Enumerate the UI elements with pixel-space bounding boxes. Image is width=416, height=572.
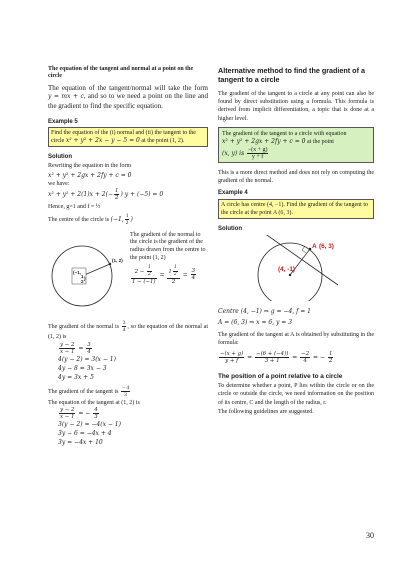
centre-label-den: 2 (81, 278, 84, 284)
tangent-step-3: 3y − 6 = −4x + 4 (58, 430, 112, 438)
alternative-method-paragraph: The gradient of the tangent to a circle at any point can also be found by direct substitution using a formula. This formula is derived from implicit differentiation, a topic that is done at a higher level. (218, 91, 374, 122)
example-4-box: A circle has centre (4, −1). Find the gradient of the tangent to the circle at the point A (6, 3). (218, 199, 374, 219)
section-heading-alternative-method: Alternative method to find the gradient of a tangent to a circle (218, 66, 365, 84)
centre-point (289, 274, 291, 276)
substitution-paragraph: The gradient of the tangent at A is obtained by substituting in the formula: (218, 331, 374, 347)
expanded-equation: x² + y² + 2(1)x + 2(− $\frac{1}{2}$ ) y + (−5) = 0 (48, 188, 164, 202)
tangent-equation-steps (48, 407, 208, 447)
centre-text: The centre of the circle is (−1, $\frac{1}{2}$ ) (48, 212, 133, 226)
tangent-step-4: 3y = −4x + 10 (58, 439, 103, 447)
solution-title-example-4: Solution (218, 225, 242, 232)
point-a-label: (6, 3) (319, 242, 334, 250)
normal-step-1: $\frac{y - 2}{x - 1}$ = $\frac{3}{4}$ (60, 341, 91, 355)
centre-values: Centre (4, −1) ⇒ g = −4, f = 1 (218, 307, 311, 315)
normal-step-4: 4y = 3x + 5 (58, 373, 94, 381)
normal-step-2: 4(y − 2) = 3(x − 1) (58, 355, 116, 363)
circle-figure-example-4 (218, 235, 374, 301)
circle-tangent-diagram (218, 235, 374, 301)
solution-title: Solution (48, 153, 72, 160)
example-5-box: Find the equation of the (i) normal and (ii) the tangent to the circle x² + y² + 2x − y − 5 = 0 at the point (1, 2). (48, 127, 208, 147)
we-have-text: we have: (48, 181, 70, 188)
right-column (218, 66, 374, 420)
tangent-step-2: 3(y − 2) = −4(x − 1) (58, 421, 121, 429)
general-form-equation: x² + y² + 2gx + 2fy + c = 0 (48, 172, 132, 180)
circle-diagram (48, 232, 130, 314)
point-a-letter: A (312, 242, 317, 250)
point-1-2 (109, 262, 111, 264)
centre-label-a: (−1, (73, 269, 82, 275)
position-paragraph: To determine whether a point, P lies within the circle or on the circle or outside the circle, we need information on the position of its centre, C and the length of the radius, r. (218, 383, 374, 406)
page-number: 30 (366, 531, 374, 540)
point-a (309, 248, 312, 251)
normal-step-3: 4y − 8 = 3x − 3 (58, 364, 107, 372)
left-column (48, 66, 208, 447)
example-4-title: Example 4 (218, 190, 248, 197)
gradient-explanation: The gradient of the normal to the circle is the gradient of the radius drawn from the centre to the point (1, 2) 2 − $\frac{1}{2}$ 1 − (−1) = 1 $\frac{1}{2}$ 2 = $\frac{3}{4}$ (130, 232, 208, 285)
fraction-half: $\frac{1}{2}$ (115, 188, 119, 202)
formula-fraction: $\frac{-(x + g)}{y + f}$ (247, 147, 268, 160)
tangent-gradient-text: The gradient of the tangent is $\frac{- 4}{3}$ (48, 384, 130, 398)
tangent-equation-text: The equation of the tangent at (1, 2) is (48, 399, 140, 406)
point-values: A = (6, 3) ⇒ x = 6, y = 3 (218, 318, 293, 326)
example-5-title: Example 5 (48, 118, 78, 125)
direct-method-paragraph: This is a more direct method and does not rely on computing the gradient of the normal. (218, 170, 374, 185)
tangent-gradient-formula-box: The gradient of the tangent to a circle with equation x² + y² + 2gx + 2fy + c = 0 at the point (x, y) is $\frac{-(x + g)}{y + f}$ (218, 127, 374, 163)
section-heading-tangent-normal: The equation of the tangent and normal at a point on the circle (48, 66, 194, 80)
gradient-calculation: 2 − $\frac{1}{2}$ 1 − (−1) = 1 $\frac{1}{2}$ 2 = $\frac{3}{4}$ (132, 264, 196, 285)
section-heading-position: The position of a point relative to a circle (218, 373, 343, 381)
hence-text: Hence, g=1 and f = ½ (48, 204, 101, 211)
guidelines-text: The following guidelines are suggested. (218, 408, 314, 415)
normal-gradient-text: The gradient of the normal is $\frac{3}{4}$ , so the equation of the normal at (1, 2) is (48, 319, 209, 340)
circle-figure-example-5 (48, 232, 208, 314)
centre-label-b: ) (84, 275, 86, 281)
tangent-step-1: $\frac{y - 2}{x - 1}$ = − $\frac{4}{3}$ (60, 407, 98, 421)
centre-label: (4, -1) (278, 265, 296, 273)
centre-label-num: 1 (81, 273, 84, 279)
rewrite-text: Rewriting the equation in the form (48, 163, 132, 169)
gradient-substitution: $\frac{-(x + g)}{y + f}$ = $\frac{-(6 + (-4))}{3 + 1}$ = $\frac{-2}{4}$ = − $\frac{1}{2}$ (220, 351, 333, 365)
normal-equation-steps (48, 342, 208, 382)
intro-paragraph: The equation of the tangent/normal will take the form y = mx + c, and so to we need a point on the line and the gradient to find the specific equation. (48, 83, 208, 110)
point-label: (1, 2) (112, 257, 123, 263)
